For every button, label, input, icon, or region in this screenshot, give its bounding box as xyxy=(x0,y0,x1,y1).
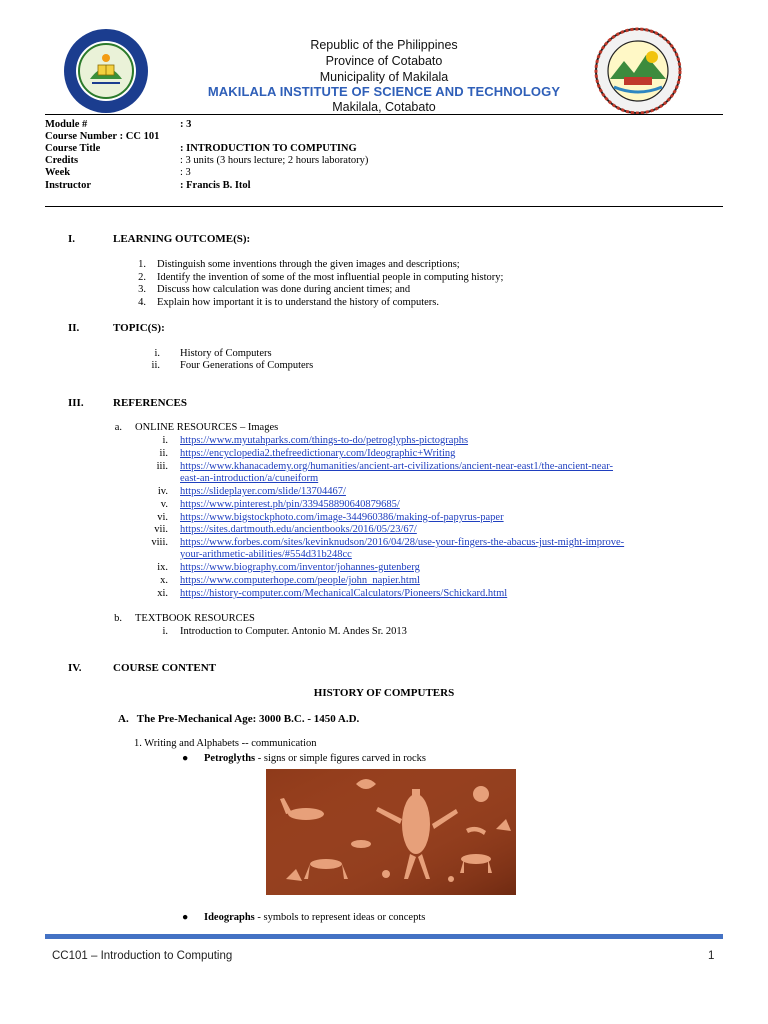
reference-link[interactable]: https://sites.dartmouth.edu/ancientbooks/2016/05/23/67/ xyxy=(180,524,417,535)
list-marker: b. xyxy=(114,613,122,624)
section-title: LEARNING OUTCOME(S): xyxy=(113,233,251,245)
list-item xyxy=(120,272,503,285)
online-resources-heading xyxy=(108,422,278,435)
reference-link-item xyxy=(130,499,400,512)
meta-label: Course Title xyxy=(45,143,101,154)
list-marker: i. xyxy=(162,435,168,446)
reference-link-item xyxy=(130,537,624,550)
meta-label: Instructor xyxy=(45,180,92,191)
list-marker: 4. xyxy=(138,297,146,308)
bullet-icon: ● xyxy=(182,753,189,764)
header-republic: Republic of the Philippines xyxy=(310,38,458,52)
reference-link[interactable]: east-an-introduction/a/cuneiform xyxy=(180,473,319,484)
content-heading: HISTORY OF COMPUTERS xyxy=(313,687,455,699)
list-text: ONLINE RESOURCES – Images xyxy=(135,422,279,433)
list-text: Discuss how calculation was done during ancient times; and xyxy=(157,284,411,295)
reference-link[interactable]: https://www.computerhope.com/people/john_napier.html xyxy=(180,575,420,586)
list-marker: vi. xyxy=(157,512,168,523)
meta-value: : 3 xyxy=(180,167,191,178)
list-text: Distinguish some inventions through the given images and descriptions; xyxy=(157,259,460,270)
textbook-resources-heading xyxy=(108,613,255,626)
meta-week xyxy=(45,166,191,179)
list-text: Explain how important it is to understand the history of computers. xyxy=(157,297,439,308)
reference-link[interactable]: https://www.pinterest.ph/pin/339458890640879685/ xyxy=(180,499,400,510)
list-marker: v. xyxy=(160,499,168,510)
bullet-term: Ideographs xyxy=(204,912,255,923)
meta-value: : 3 xyxy=(180,119,192,130)
list-marker: iv. xyxy=(157,486,168,497)
list-item xyxy=(130,626,407,639)
reference-link-continuation xyxy=(180,473,318,486)
list-text: Introduction to Computer. Antonio M. Andes Sr. 2013 xyxy=(180,626,407,637)
list-text: History of Computers xyxy=(180,348,272,359)
reference-link[interactable]: https://www.khanacademy.org/humanities/ancient-art-civilizations/ancient-near-east1/the-ancient-near- xyxy=(180,461,614,472)
list-text: Identify the invention of some of the most influential people in computing history; xyxy=(157,272,504,283)
list-marker: 1. xyxy=(138,259,146,270)
reference-link[interactable]: https://www.bigstockphoto.com/image-344960386/making-of-papyrus-paper xyxy=(180,512,504,523)
header-rule-bottom xyxy=(45,206,723,207)
section-number: II. xyxy=(68,322,80,334)
reference-link-item xyxy=(130,588,507,601)
meta-value: : 3 units (3 hours lecture; 2 hours laboratory) xyxy=(180,155,369,166)
reference-link[interactable]: https://www.biography.com/inventor/johannes-gutenberg xyxy=(180,562,420,573)
meta-instructor xyxy=(45,179,251,192)
list-item xyxy=(120,259,460,272)
meta-label: Week xyxy=(45,167,71,178)
content-item: 1. Writing and Alphabets -- communication xyxy=(134,738,317,749)
section-course-content xyxy=(68,662,216,674)
meta-value: : Francis B. Itol xyxy=(180,180,251,191)
list-item xyxy=(130,348,272,361)
content-subheading: A. The Pre-Mechanical Age: 3000 B.C. - 1450 A.D. xyxy=(118,713,360,725)
reference-link[interactable]: https://slideplayer.com/slide/13704467/ xyxy=(180,486,346,497)
list-marker: a. xyxy=(114,422,122,433)
reference-link-item xyxy=(130,524,417,537)
header-province: Province of Cotabato xyxy=(325,54,443,68)
section-number: IV. xyxy=(68,662,82,674)
section-number: I. xyxy=(68,233,76,245)
list-marker: vii. xyxy=(154,524,168,535)
reference-link[interactable]: https://www.myutahparks.com/things-to-do/petroglyphs-pictographs xyxy=(180,435,469,446)
header-rule-top xyxy=(45,114,723,115)
reference-link[interactable]: https://encyclopedia2.thefreedictionary.com/Ideographic+Writing xyxy=(180,448,456,459)
bullet-icon: ● xyxy=(182,912,189,923)
meta-label: Credits xyxy=(45,155,79,166)
list-marker: viii. xyxy=(151,537,168,548)
list-item xyxy=(120,284,410,297)
list-marker: x. xyxy=(160,575,168,586)
section-topics xyxy=(68,322,165,334)
header-institution: MAKILALA INSTITUTE OF SCIENCE AND TECHNOLOGY xyxy=(207,84,561,99)
meta-value: : INTRODUCTION TO COMPUTING xyxy=(180,143,357,154)
section-title: REFERENCES xyxy=(113,397,187,409)
list-marker: 3. xyxy=(138,284,146,295)
reference-link-item xyxy=(130,512,504,525)
footer-page-number: 1 xyxy=(708,950,715,962)
reference-link-item xyxy=(130,562,420,575)
bullet-item xyxy=(182,753,426,766)
reference-link[interactable]: your-arithmetic-abilities/#554d31b248cc xyxy=(180,549,352,560)
meta-label: Module # xyxy=(45,119,88,130)
list-item xyxy=(130,360,313,373)
list-marker: xi. xyxy=(157,588,168,599)
list-text: TEXTBOOK RESOURCES xyxy=(135,613,255,624)
section-references xyxy=(68,397,187,409)
reference-link-item xyxy=(130,575,420,588)
list-marker: iii. xyxy=(156,461,168,472)
section-learning-outcomes xyxy=(68,233,250,245)
list-marker: i. xyxy=(154,348,160,359)
list-text: Four Generations of Computers xyxy=(180,360,314,371)
list-marker: i. xyxy=(162,626,168,637)
list-marker: 2. xyxy=(138,272,146,283)
reference-link-item xyxy=(130,435,468,448)
bullet-desc: - symbols to represent ideas or concepts xyxy=(254,912,426,923)
list-marker: ii. xyxy=(151,360,160,371)
petroglyph-picture-icon xyxy=(266,769,516,895)
section-title: TOPIC(S): xyxy=(113,322,165,334)
bullet-desc: - signs or simple figures carved in rocks xyxy=(255,753,427,764)
header-location: Makilala, Cotabato xyxy=(332,100,436,114)
reference-link-item xyxy=(130,448,455,461)
petroglyph-image xyxy=(266,769,516,900)
meta-value: : CC 101 xyxy=(119,131,160,142)
reference-link[interactable]: https://history-computer.com/MechanicalCalculators/Pioneers/Schickard.html xyxy=(180,588,508,599)
section-number: III. xyxy=(68,397,84,409)
footer-course: CC101 – Introduction to Computing xyxy=(52,950,233,962)
footer-rule xyxy=(45,934,723,939)
reference-link-continuation xyxy=(180,549,352,562)
list-item xyxy=(120,297,439,310)
meta-label: Course Number xyxy=(45,131,118,142)
reference-link-item xyxy=(130,486,346,499)
header-municipality: Municipality of Makilala xyxy=(319,70,449,84)
section-title: COURSE CONTENT xyxy=(113,662,216,674)
bullet-item xyxy=(182,912,425,925)
reference-link-item xyxy=(130,461,613,474)
list-marker: ii. xyxy=(159,448,168,459)
list-marker: ix. xyxy=(157,562,168,573)
reference-link[interactable]: https://www.forbes.com/sites/kevinknudson/2016/04/28/use-your-fingers-the-abacus-just-might-improve- xyxy=(180,537,625,548)
bullet-term: Petroglyths xyxy=(204,753,256,764)
